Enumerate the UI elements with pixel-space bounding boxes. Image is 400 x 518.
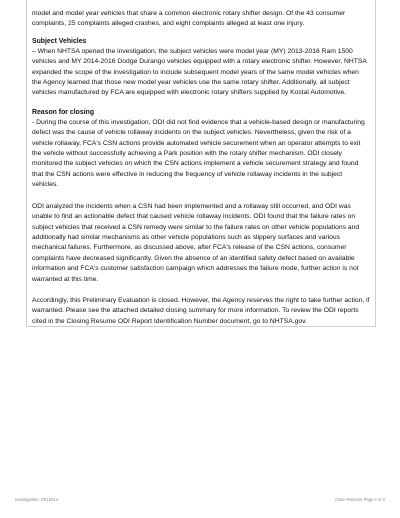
footer-page-number: Close Resume Page 2 of 2 bbox=[334, 497, 385, 502]
reason-for-closing-heading: Reason for closing bbox=[32, 108, 95, 116]
intro-tail-paragraph: model and model year vehicles that share a common electronic rotary shifter design. Of the 43 consumer complaints, 25 complaints alleged crashes, and eight complaints alleged at least one injury. bbox=[32, 10, 346, 28]
reason-paragraph-3: Accordingly, this Preliminary Evaluation is closed. However, the Agency reserves the right to take further action, if warranted. Please see the attached detailed closing summary for more information. To review the ODI reports cited in the Closing Resume ODI Report Identification Number document, go to NHTSA.gov. bbox=[32, 296, 370, 325]
reason-paragraph-1: - During the course of this investigation, ODI did not find evidence that a vehicle-based design or manufacturing defect was the cause of vehicle rollaway incidents on the subject vehicles. Nevertheless, given the risk of a vehicle rollaway, FCA's CSN actions provide automated vehicle securement when an operator attempts to exit the vehicle without successfully achieving a Park position with the rotary shifter mechanism. ODI closely monitored the subject vehicles on which the CSN actions implement a vehicle securement strategy and found that the CSN actions were effective in reducing the frequency of vehicle rollaway incidents in the subject vehicles. bbox=[32, 118, 365, 189]
reason-paragraph-2: ODI analyzed the incidents when a CSN had been implemented and a rollaway still occurred, and ODI was unable to find an actionable defect that caused vehicle rollaway incidents. ODI found that the failure rates on subject vehicles that received a CSN remedy were similar to the failure rates on other vehicle populations and additionally had similar mechanisms as other vehicle populations such as slippery surfaces and various mechanical failures. Furthermore, as discussed above, after FCA's release of the CSN actions, consumer complaints have decreased significantly. Given the absence of an identified safety defect based on available information and FCA's customer satisfaction campaign which addresses the failure mode, further action is not warranted at this time. bbox=[32, 202, 360, 283]
subject-vehicles-heading: Subject Vehicles bbox=[32, 37, 87, 45]
subject-vehicles-paragraph: – When NHTSA opened the investigation, the subject vehicles were model year (MY) 2013-2016 Ram 1500 vehicles and MY 2014-2016 Dodge Durango vehicles equipped with a rotary electronic shifter. However, NHTSA expanded the scope of the investigation to include subsequent model years of the same model vehicles when the Agency learned that those new model year vehicles use the same rotary shifter. Additionally, all subject vehicles manufactured by FCA are equipped with electronic rotary shifters supplied by Kostal Automotive. bbox=[32, 47, 367, 97]
footer-investigation-id: Investigation: PE16014 bbox=[15, 497, 59, 502]
closing-resume-content bbox=[26, 0, 376, 327]
